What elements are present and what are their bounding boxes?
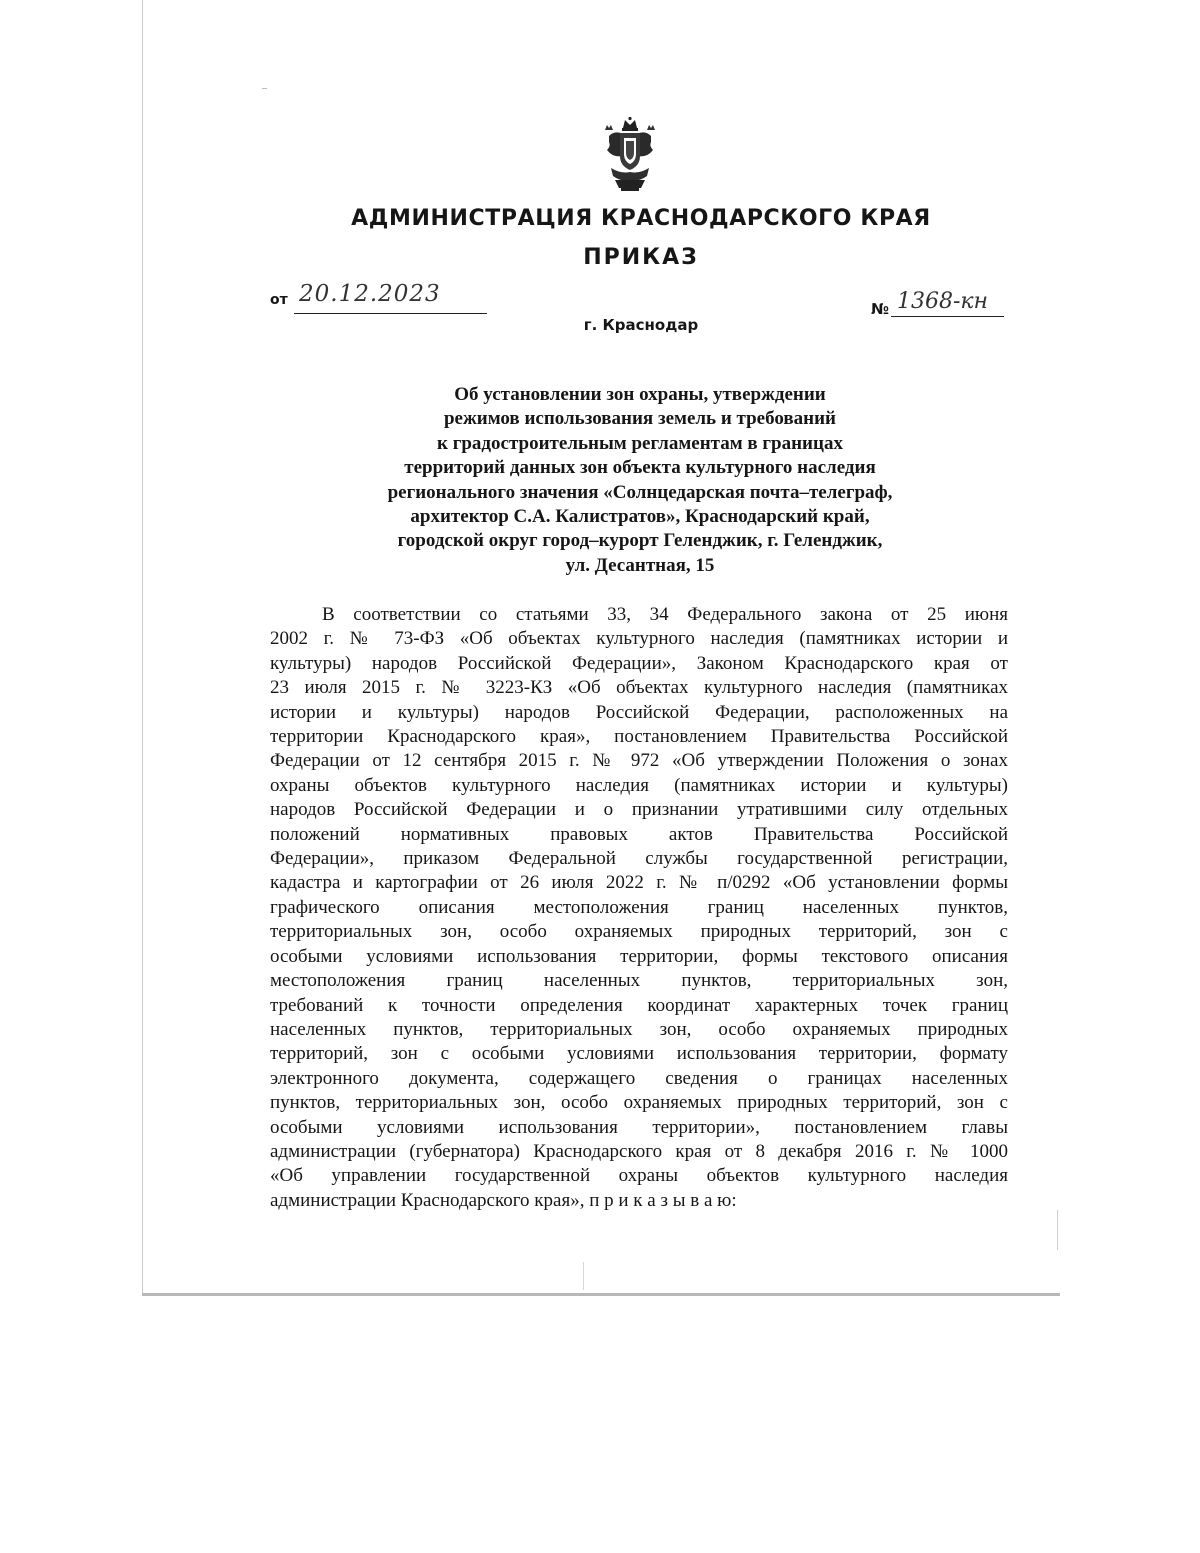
body-line: графического описания местоположения границ населенных пунктов, [270,896,1008,918]
body-line: территориальных зон, особо охраняемых природных территорий, зон с [270,921,1008,943]
body-paragraph [270,603,1008,1213]
krasnodar-coat-of-arms-icon [601,116,659,192]
body-line: электронного документа, содержащего сведения о границах населенных [270,1067,1008,1089]
heading-line: к градостроительным регламентам в границах [437,432,843,454]
heading-line: территорий данных зон объекта культурного наследия [404,457,876,479]
body-line: «Об управлении государственной охраны объектов культурного наследия [270,1165,1008,1187]
scan-edge-left [142,0,143,1295]
date-label: от [270,292,288,308]
body-line: территории Краснодарского края», постановлением Правительства Российской [270,726,1008,748]
body-line: особыми условиями использования территории, формы текстового описания [270,945,1008,967]
body-line: особыми условиями использования территории», постановлением главы [270,1116,1008,1138]
heading-line: ул. Десантная, 15 [565,554,715,576]
body-line: культуры) народов Российской Федерации», Законом Краснодарского края от [270,652,1008,674]
body-line: 2002 г. № 73-ФЗ «Об объектах культурного наследия (памятниках истории и [270,628,1008,650]
body-line: пунктов, территориальных зон, особо охраняемых природных территорий, зон с [270,1092,1008,1114]
heading-line: Об установлении зон охраны, утверждении [454,384,826,405]
body-line: Федерации», приказом Федеральной службы государственной регистрации, [270,848,1008,870]
heading-line: архитектор С.А. Калистратов», Краснодарский край, [410,506,870,528]
body-line: населенных пунктов, территориальных зон, особо охраняемых природных [270,1018,1008,1040]
body-line: Федерации от 12 сентября 2015 г. № 972 «Об утверждении Положения о зонах [270,750,1008,772]
body-line: народов Российской Федерации и о признании утратившими силу отдельных [270,799,1008,821]
body-line: местоположения границ населенных пунктов, территориальных зон, [270,970,1008,992]
body-line: кадастра и картографии от 26 июля 2022 г. № п/0292 «Об установлении формы [270,872,1008,894]
heading-line: городской округ город–курорт Геленджик, г. Геленджик, [397,530,883,552]
document-type: ПРИКАЗ [583,245,699,270]
scan-edge-bottom [142,1293,1060,1296]
body-line: территорий, зон с особыми условиями использования территории, формату [270,1043,1008,1065]
document-heading [290,383,990,578]
handwritten-date: 20.12.2023 [299,281,441,307]
organization-title: АДМИНИСТРАЦИЯ КРАСНОДАРСКОГО КРАЯ [351,206,931,231]
scan-edge-right [1057,1210,1058,1250]
scan-artifact [583,1262,584,1290]
body-line: истории и культуры) народов Российской Федерации, расположенных на [270,701,1008,723]
body-line: В соответствии со статьями 33, 34 Федерального закона от 25 июня [322,604,1008,625]
heading-line: регионального значения «Солнцедарская почта–телеграф, [387,481,893,503]
heading-line: режимов использования земель и требований [443,408,836,430]
body-line: охраны объектов культурного наследия (памятниках истории и культуры) [270,774,1008,796]
body-line: требований к точности определения координат характерных точек границ [270,994,1008,1016]
body-line: 23 июля 2015 г. № 3223-КЗ «Об объектах культурного наследия (памятниках [270,677,1008,699]
number-label: № [871,300,890,318]
number-underline [891,316,1004,317]
body-line: администрации (губернатора) Краснодарского края от 8 декабря 2016 г. № 1000 [270,1140,1008,1162]
scan-speck [262,88,267,89]
body-line: положений нормативных правовых актов Правительства Российской [270,823,1008,845]
date-underline [294,313,487,314]
city: г. Краснодар [583,316,699,334]
body-line: администрации Краснодарского края», п р и к а з ы в а ю: [270,1189,737,1211]
handwritten-number: 1368-кн [897,289,989,314]
